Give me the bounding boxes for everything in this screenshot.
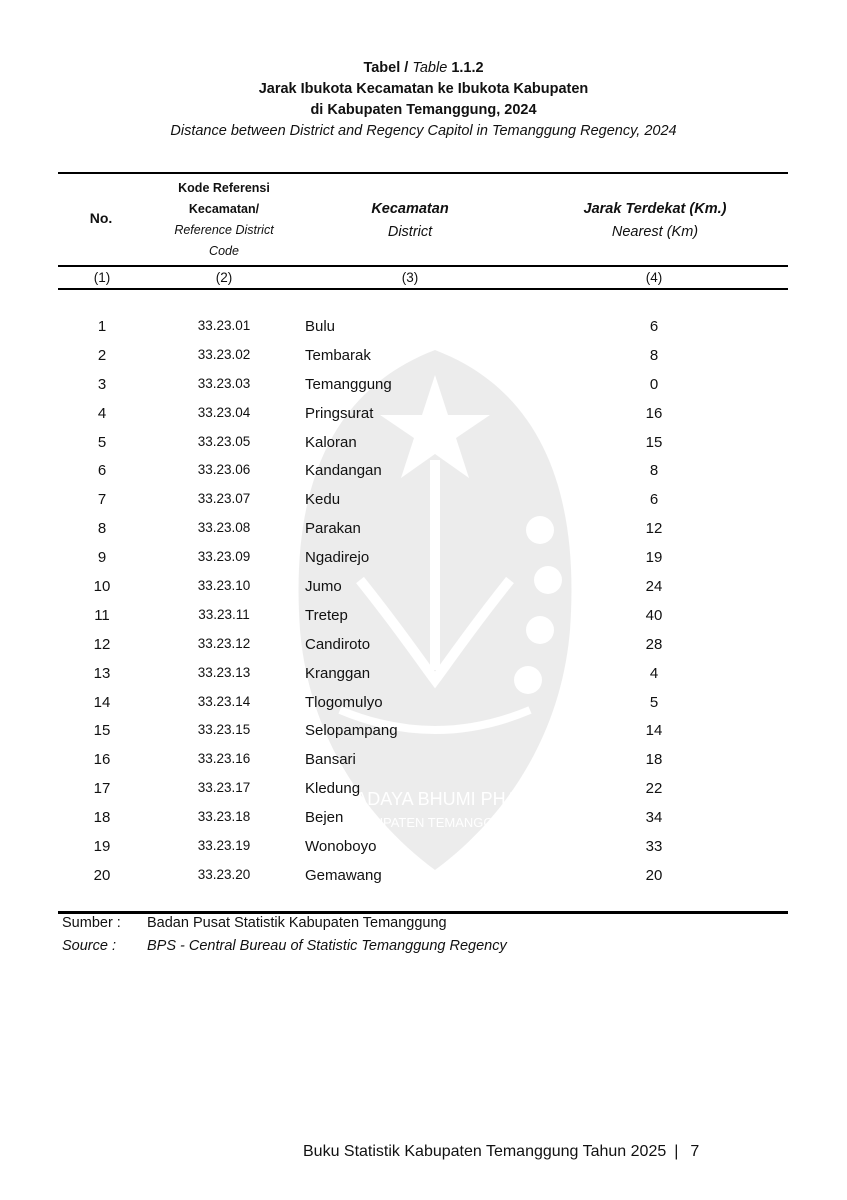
table-row [0,516,847,545]
row-number: 20 [93,866,111,884]
table-row [0,372,847,401]
table-row [0,632,847,661]
row-distance: 8 [649,462,659,480]
header-district [320,198,500,244]
row-number: 11 [94,606,110,624]
footer-separator: | [674,1143,679,1160]
header-distance [545,198,765,244]
header-district-id: Kecamatan [371,201,449,217]
row-distance: 34 [645,809,663,827]
row-code: 33.23.15 [197,722,251,738]
row-distance: 20 [645,866,663,884]
row-district: Gemawang [305,866,382,884]
row-distance: 14 [645,722,663,740]
row-district: Parakan [305,520,361,538]
row-distance: 16 [645,404,663,422]
row-number: 1 [97,318,107,335]
watermark-motto: PRADAYA BHUMI PHALA [330,789,540,809]
row-district: Tlogomulyo [305,693,383,711]
table-row [0,314,847,343]
table-row [0,603,847,632]
row-district: Wonoboyo [305,838,377,856]
header-code-en-1: Reference District [174,223,274,237]
header-district-en: District [387,224,433,240]
row-district: Kedu [305,491,341,509]
row-district: Tretep [305,606,348,624]
column-number-4: (4) [645,270,663,285]
row-code: 33.23.20 [197,866,251,882]
row-distance: 6 [649,318,659,335]
row-distance: 12 [645,520,663,538]
row-code: 33.23.05 [197,433,251,449]
row-number: 5 [97,433,107,451]
title-line-3: di Kabupaten Temanggung, 2024 [310,102,537,118]
table-row [0,545,847,574]
row-district: Bejen [305,809,344,827]
row-district: Tembarak [305,346,371,364]
table-row [0,343,847,372]
row-distance: 15 [645,433,663,451]
header-distance-en: Nearest (Km) [611,224,699,240]
row-distance: 18 [645,751,663,769]
header-code-id-1: Kode Referensi [178,181,270,195]
column-number-1: (1) [93,270,111,285]
row-code: 33.23.08 [197,520,251,536]
title-line-2: Jarak Ibukota Kecamatan ke Ibukota Kabupaten [258,81,589,97]
header-no: No. [89,210,113,226]
row-district: Bansari [305,751,356,769]
table-row [0,834,847,863]
title-label-id: Tabel / [363,60,409,76]
source-label-en: Source : [62,938,116,954]
row-code: 33.23.11 [198,606,250,622]
row-code: 33.23.10 [197,578,251,594]
table-row [0,805,847,834]
header-bottom-rule [58,265,788,267]
title-line-1 [0,58,847,79]
row-code: 33.23.17 [197,780,251,796]
table-row [0,458,847,487]
row-distance: 22 [645,780,663,798]
row-distance: 6 [649,491,659,509]
row-distance: 4 [649,664,659,682]
row-code: 33.23.18 [197,809,251,825]
row-district: Selopampang [305,722,398,740]
row-distance: 40 [645,606,663,624]
row-district: Pringsurat [305,404,374,422]
row-district: Jumo [305,578,342,596]
table-row [0,487,847,516]
row-number: 16 [93,751,111,769]
row-district: Kranggan [305,664,371,682]
row-district: Ngadirejo [305,549,370,567]
table-row [0,430,847,459]
row-number: 9 [97,549,107,567]
table-body [0,314,847,892]
row-number: 18 [93,809,111,827]
row-code: 33.23.19 [197,838,251,854]
row-number: 17 [93,780,111,798]
row-code: 33.23.09 [197,549,251,565]
row-district: Temanggung [305,375,392,393]
watermark-regency: KABUPATEN TEMANGGUNG [347,815,523,830]
row-number: 7 [97,491,107,509]
source-value-id: Badan Pusat Statistik Kabupaten Temanggung [147,915,447,931]
column-number-rule [58,288,788,290]
row-district: Kandangan [305,462,382,480]
column-number-3: (3) [401,270,419,285]
title-line-4: Distance between District and Regency Capitol in Temanggung Regency, 2024 [170,123,677,139]
row-code: 33.23.02 [197,346,251,362]
header-distance-id: Jarak Terdekat (Km.) [583,201,727,217]
row-district: Kaloran [305,433,357,451]
row-number: 15 [93,722,111,740]
row-district: Bulu [305,318,336,335]
footer-text: Buku Statistik Kabupaten Temanggung Tahun 2025 [303,1143,667,1160]
header-code-id-2: Kecamatan/ [188,202,260,216]
row-code: 33.23.16 [197,751,251,767]
row-code: 33.23.14 [197,693,251,709]
table-row [0,574,847,603]
table-row [0,690,847,719]
title-label-en: Table [412,60,448,76]
page-footer [303,1143,699,1161]
table-top-rule [58,172,788,174]
row-distance: 33 [645,838,663,856]
header-code [145,178,303,262]
column-number-2: (2) [215,270,233,285]
table-row [0,661,847,690]
table-row [0,401,847,430]
row-distance: 19 [645,549,663,567]
row-number: 6 [97,462,107,480]
source-value-en: BPS - Central Bureau of Statistic Temanggung Regency [147,938,507,954]
header-code-en-2: Code [209,244,239,258]
row-distance: 5 [649,693,659,711]
table-row [0,776,847,805]
table-title [0,58,847,142]
row-distance: 28 [645,635,663,653]
table-row [0,863,847,892]
row-code: 33.23.13 [197,664,251,680]
row-number: 3 [97,375,107,393]
row-code: 33.23.01 [197,318,251,333]
row-code: 33.23.03 [197,375,251,391]
row-number: 14 [93,693,111,711]
source-label-id: Sumber : [62,915,121,931]
row-code: 33.23.12 [197,635,251,651]
row-distance: 8 [649,346,659,364]
row-district: Candiroto [305,635,371,653]
row-distance: 0 [649,375,659,393]
table-row [0,718,847,747]
row-number: 12 [93,635,111,653]
title-number: 1.1.2 [451,60,484,76]
row-distance: 24 [645,578,663,596]
table-bottom-rule [58,911,788,914]
row-district: Kledung [305,780,361,798]
row-number: 10 [93,578,111,596]
row-number: 19 [93,838,111,856]
row-number: 8 [97,520,107,538]
row-number: 13 [93,664,111,682]
table-row [0,747,847,776]
row-code: 33.23.06 [197,462,251,478]
row-code: 33.23.04 [197,404,251,420]
page-number: 7 [690,1143,700,1160]
row-code: 33.23.07 [197,491,251,507]
row-number: 2 [97,346,107,364]
row-number: 4 [97,404,107,422]
